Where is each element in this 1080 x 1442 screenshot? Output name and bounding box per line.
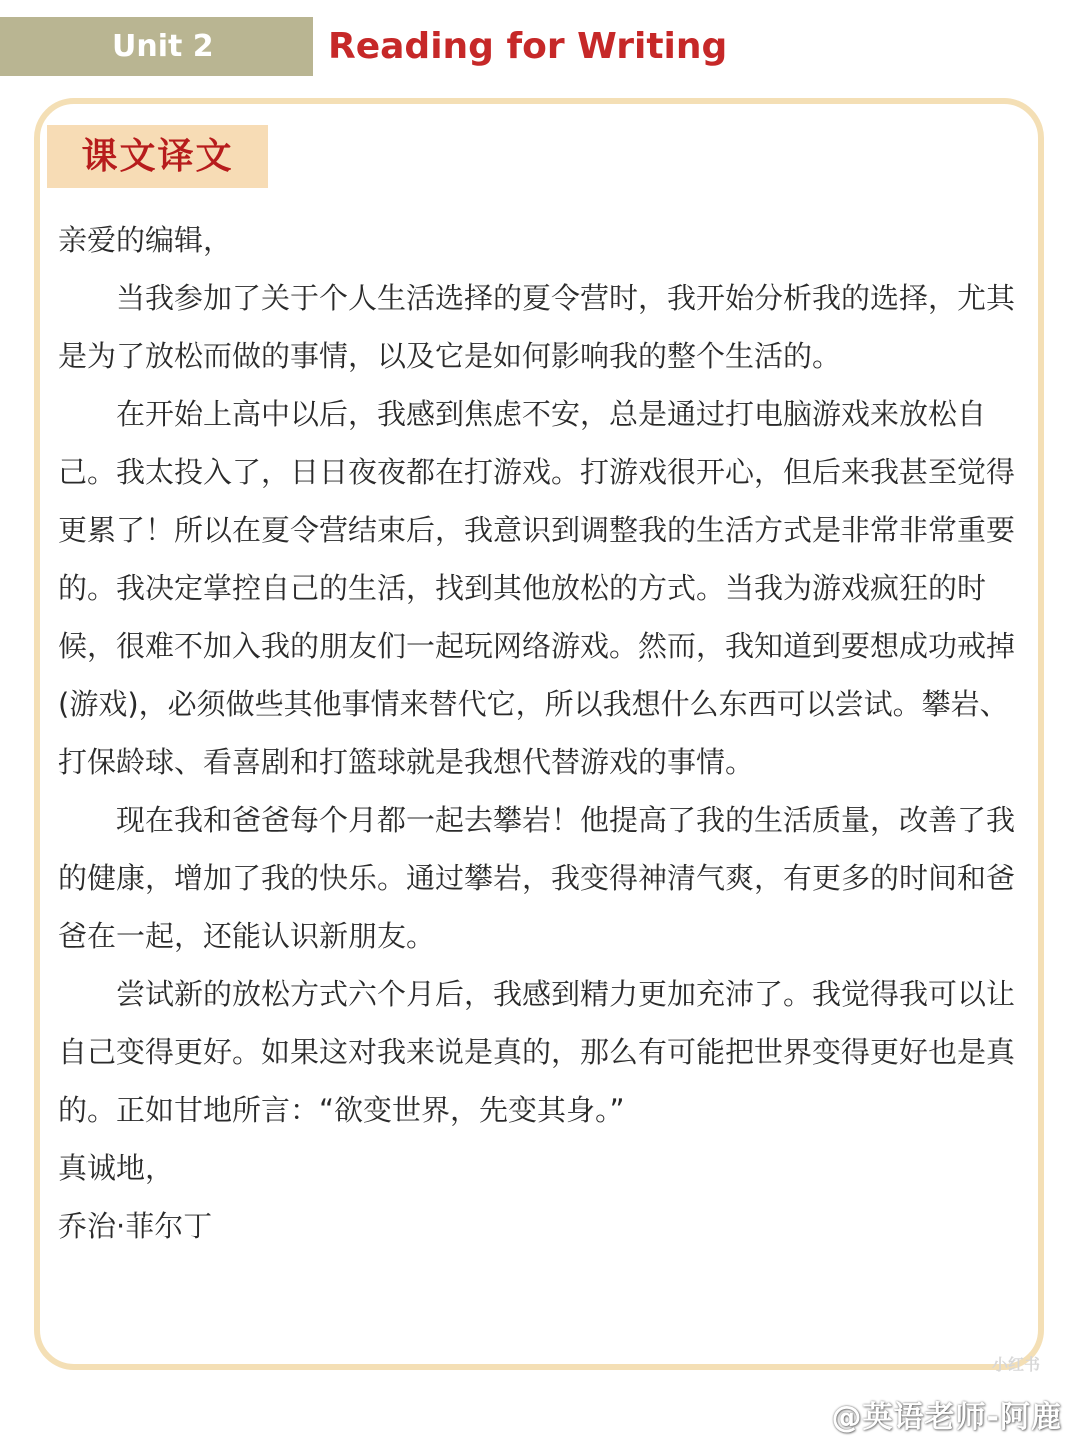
unit-tab: Unit 2 bbox=[0, 17, 313, 76]
letter-closing: 真诚地， bbox=[58, 1151, 175, 1185]
letter-paragraph: 尝试新的放松方式六个月后，我感到精力更加充沛了。我觉得我可以让自己变得更好。如果这对我来说是真的，那么有可能把世界变得更好也是真的。正如甘地所言：“欲变世界，先变其身。” bbox=[58, 977, 1016, 1127]
letter-salutation: 亲爱的编辑， bbox=[58, 223, 233, 257]
letter-paragraph: 当我参加了关于个人生活选择的夏令营时，我开始分析我的选择，尤其是为了放松而做的事情，以及它是如何影响我的整个生活的。 bbox=[58, 281, 1016, 373]
lesson-title: Reading for Writing bbox=[328, 26, 728, 67]
letter-paragraph: 在开始上高中以后，我感到焦虑不安，总是通过打电脑游戏来放松自己。我太投入了，日日夜夜都在打游戏。打游戏很开心，但后来我甚至觉得更累了！所以在夏令营结束后，我意识到调整我的生活方式是非常非常重要的。我决定掌控自己的生活，找到其他放松的方式。当我为游戏疯狂的时候，很难不加入我的朋友们一起玩网络游戏。然而，我知道到要想成功戒掉(游戏)，必须做些其他事情来替代它，所以我想什么东西可以尝试。攀岩、打保龄球、看喜剧和打篮球就是我想代替游戏的事情。 bbox=[58, 397, 1016, 779]
letter-body bbox=[58, 211, 1023, 1255]
watermark-logo: 小红书 bbox=[992, 1355, 1041, 1374]
author-watermark: @英语老师-阿鹿 bbox=[831, 1400, 1062, 1435]
letter-paragraph: 现在我和爸爸每个月都一起去攀岩！他提高了我的生活质量，改善了我的健康，增加了我的快乐。通过攀岩，我变得神清气爽，有更多的时间和爸爸在一起，还能认识新朋友。 bbox=[58, 803, 1016, 953]
letter-signature: 乔治·菲尔丁 bbox=[58, 1209, 213, 1243]
section-label: 课文译文 bbox=[47, 125, 268, 188]
